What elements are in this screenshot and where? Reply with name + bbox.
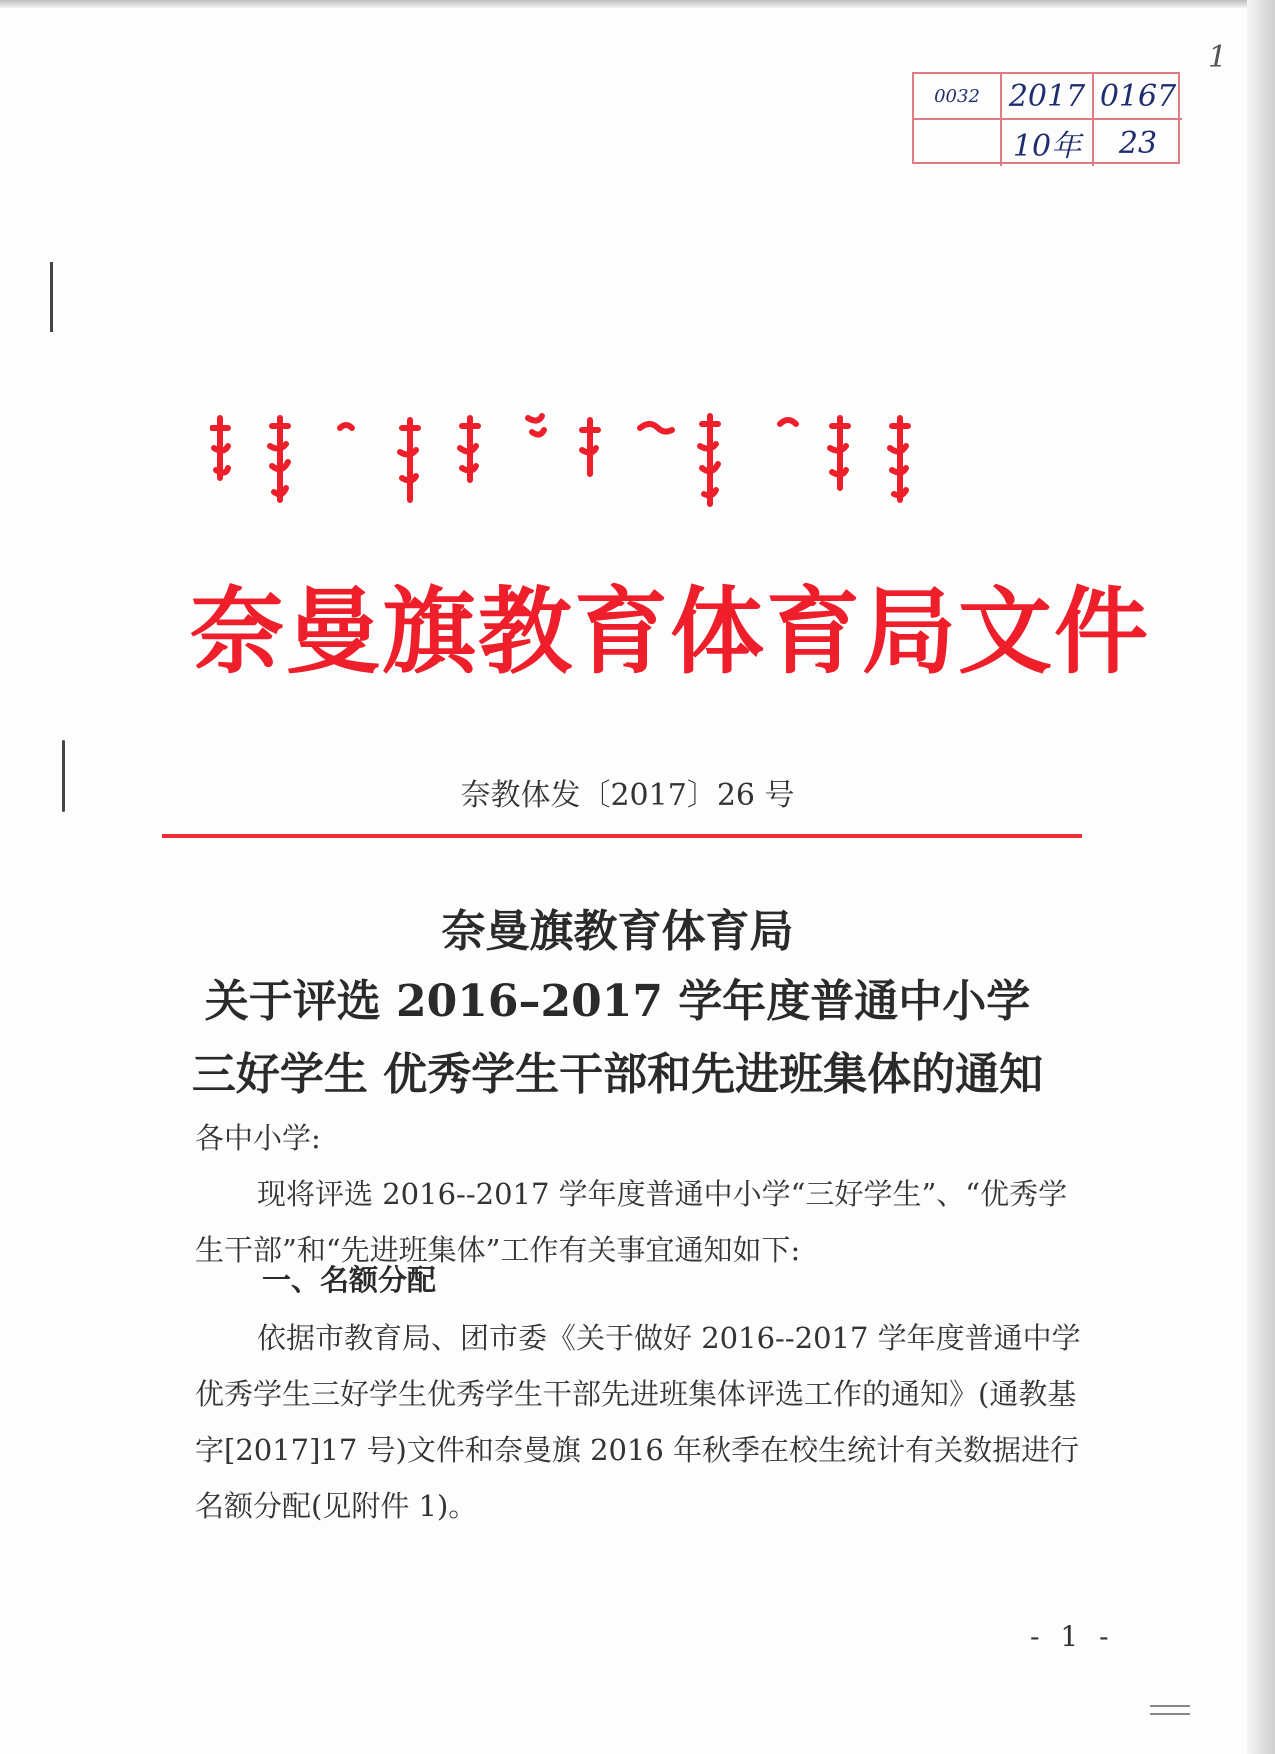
stamp-cell	[914, 120, 1002, 166]
salutation: 各中小学:	[195, 1121, 321, 1155]
stamp-cell: 0167	[1094, 74, 1182, 120]
notice-title-line-3: 三好学生 优秀学生干部和先进班集体的通知	[191, 1049, 1044, 1100]
receipt-stamp	[912, 72, 1180, 164]
stamp-cell: 10年	[1002, 120, 1094, 166]
scan-edge-top	[0, 0, 1250, 8]
scan-edge-right	[1247, 0, 1275, 1754]
binding-mark	[50, 262, 53, 332]
red-divider-line	[162, 834, 1082, 838]
scan-corner-mark	[1150, 1705, 1190, 1715]
handwritten-page-count: 1	[1208, 40, 1228, 75]
document-number: 奈教体发〔2017〕26 号	[460, 778, 795, 813]
stamp-cell: 2017	[1002, 74, 1094, 120]
page-number: - 1 -	[1030, 1620, 1115, 1653]
notice-title-line-1: 奈曼旗教育体育局	[441, 906, 794, 957]
mongolian-script-glyphs	[210, 408, 1020, 508]
stamp-cell: 0032	[914, 74, 1002, 120]
notice-title-line-2: 关于评选 2016–2017 学年度普通中小学	[204, 976, 1031, 1027]
mongolian-script-header	[210, 408, 1020, 508]
body-paragraph-2: 依据市教育局、团市委《关于做好 2016--2017 学年度普通中学优秀学生三好学生优秀学生干部先进班集体评选工作的通知》(通教基字[2017]17 号)文件和奈曼旗 2016 年秋季在校生统计有关数据进行名额分配(见附件 1)。	[195, 1321, 1081, 1523]
stamp-cell: 23	[1118, 125, 1158, 161]
body-paragraph-1: 现将评选 2016--2017 学年度普通中小学“三好学生”、“优秀学生干部”和“先进班集体”工作有关事宜通知如下:	[195, 1177, 1068, 1267]
issuing-agency-title: 奈曼旗教育体育局文件	[190, 578, 1151, 687]
section-heading-1: 一、名额分配	[262, 1263, 437, 1297]
